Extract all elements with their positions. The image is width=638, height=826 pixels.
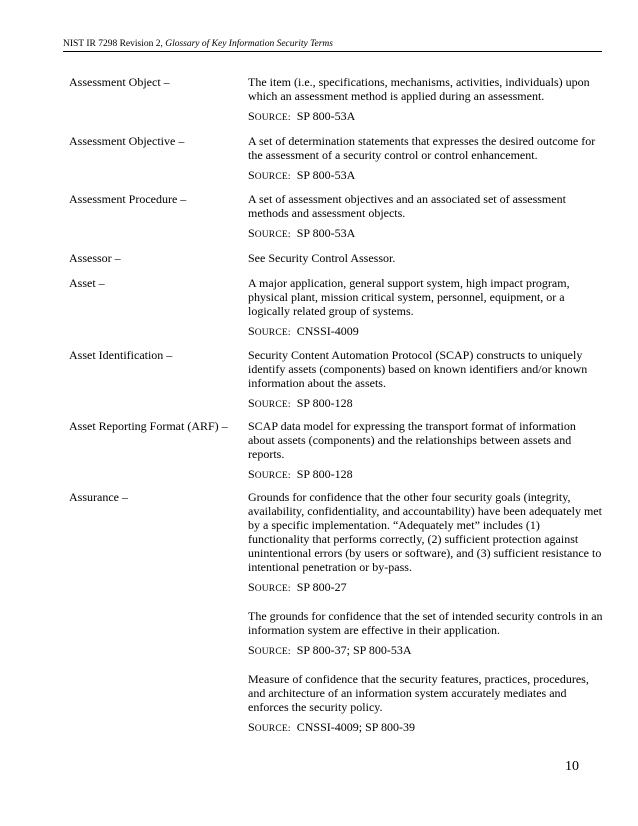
definition-block <box>248 251 603 265</box>
definition-source: SOURCE: SP 800-128 <box>248 467 353 481</box>
entry-definitions <box>248 276 603 340</box>
definition-block <box>248 672 603 736</box>
source-reference: SP 800-53A <box>296 168 356 182</box>
definition-text: See Security Control Assessor. <box>248 251 396 265</box>
entry-definitions <box>248 75 603 125</box>
entry-term: Assessor – <box>69 251 121 265</box>
definition-text: A set of assessment objectives and an associated set of assessment methods and assessment objects. <box>248 192 566 220</box>
definition-block <box>248 276 603 340</box>
source-reference: SP 800-128 <box>296 396 353 410</box>
entry-term: Asset Reporting Format (ARF) – <box>69 419 228 433</box>
definition-source: SOURCE: SP 800-53A <box>248 226 356 240</box>
definition-block <box>248 609 603 659</box>
entry-definitions <box>248 134 603 184</box>
running-header <box>63 38 602 52</box>
entry-term: Asset – <box>69 276 105 290</box>
definition-source: SOURCE: SP 800-128 <box>248 396 353 410</box>
source-reference: SP 800-53A <box>296 226 356 240</box>
definition-block <box>248 75 603 125</box>
header-prefix: NIST IR 7298 Revision 2, <box>63 39 166 49</box>
entry-term: Assurance – <box>69 490 128 504</box>
entry-definitions <box>248 251 603 265</box>
entry-term: Assessment Object – <box>69 75 170 89</box>
definition-text: SCAP data model for expressing the transport format of information about assets (components) and the relationships between assets and reports. <box>248 419 576 461</box>
definition-block <box>248 419 603 483</box>
source-reference: SP 800-128 <box>296 467 353 481</box>
entry-term: Assessment Objective – <box>69 134 185 148</box>
definition-text: A set of determination statements that expresses the desired outcome for the assessment of a security control or control enhancement. <box>248 134 596 162</box>
source-reference: SP 800-53A <box>296 109 356 123</box>
definition-text: The grounds for confidence that the set of intended security controls in an information system are effective in their application. <box>248 609 603 637</box>
definition-source: SOURCE: SP 800-53A <box>248 168 356 182</box>
definition-text: Grounds for confidence that the other four security goals (integrity, availability, confidentiality, and accountability) have been adequately met by a specific implementation. “Adequately met” includes (1) functionality that performs correctly, (2) sufficient protection against unintentional errors (by users or software), and (3) sufficient resistance to intentional penetration or by-pass. <box>248 490 602 574</box>
definition-block <box>248 134 603 184</box>
entry-definitions <box>248 348 603 412</box>
entry-term: Assessment Procedure – <box>69 192 187 206</box>
entry-term: Asset Identification – <box>69 348 173 362</box>
source-reference: CNSSI-4009 <box>296 324 359 338</box>
header-title: Glossary of Key Information Security Terms <box>165 39 333 49</box>
definition-block <box>248 192 603 242</box>
definition-text: The item (i.e., specifications, mechanisms, activities, individuals) upon which an assessment method is applied during an assessment. <box>248 75 590 103</box>
definition-text: Security Content Automation Protocol (SCAP) constructs to uniquely identify assets (components) based on known identifiers and/or known information about the assets. <box>248 348 588 390</box>
definition-block <box>248 348 603 412</box>
source-reference: CNSSI-4009; SP 800-39 <box>296 720 415 734</box>
entry-definitions <box>248 419 603 483</box>
source-reference: SP 800-27 <box>296 580 347 594</box>
definition-source: SOURCE: CNSSI-4009 <box>248 324 359 338</box>
definition-source: SOURCE: CNSSI-4009; SP 800-39 <box>248 720 415 734</box>
definition-block <box>248 490 603 596</box>
page-number: 10 <box>565 759 579 774</box>
definition-text: A major application, general support system, high impact program, physical plant, mission critical system, personnel, equipment, or a logically related group of systems. <box>248 276 570 318</box>
definition-source: SOURCE: SP 800-27 <box>248 580 347 594</box>
source-reference: SP 800-37; SP 800-53A <box>296 643 412 657</box>
entry-definitions <box>248 490 603 736</box>
definition-source: SOURCE: SP 800-53A <box>248 109 356 123</box>
entry-definitions <box>248 192 603 242</box>
definition-text: Measure of confidence that the security features, practices, procedures, and architecture of an information system accurately mediates and enforces the security policy. <box>248 672 589 714</box>
definition-source: SOURCE: SP 800-37; SP 800-53A <box>248 643 412 657</box>
